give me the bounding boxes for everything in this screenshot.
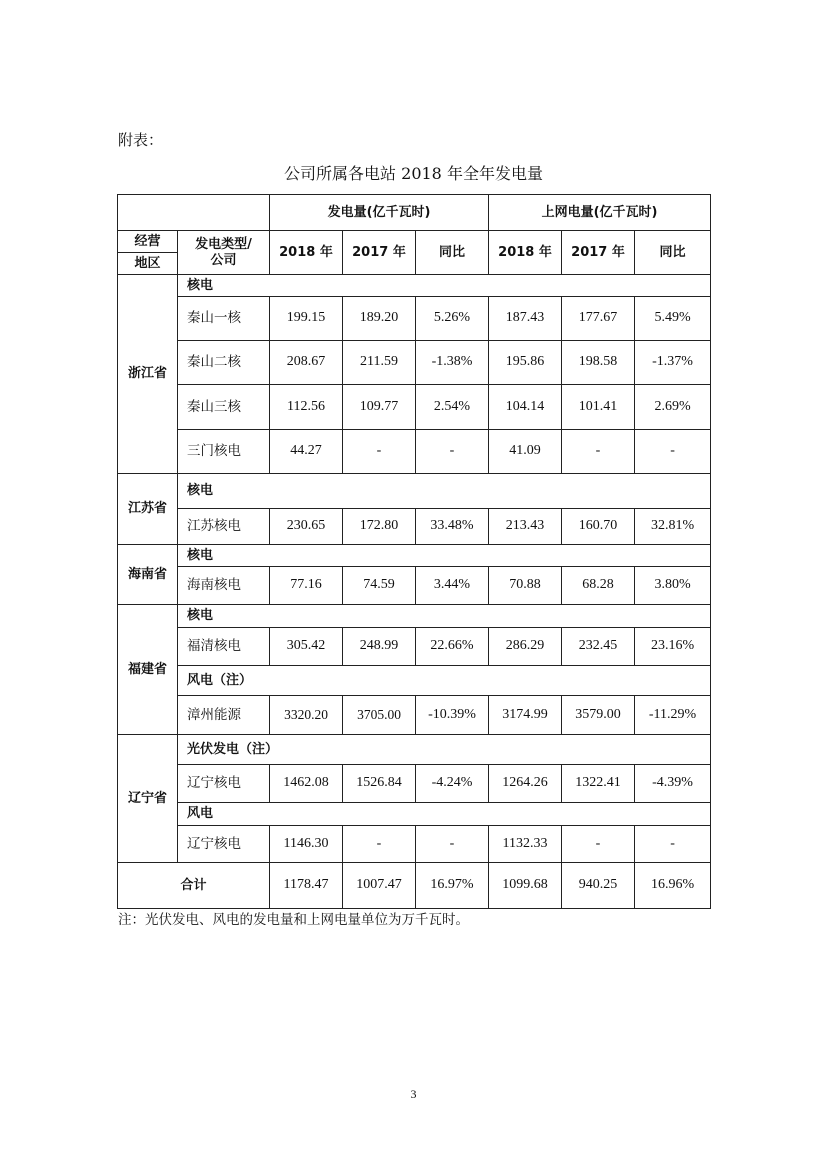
table-row	[118, 696, 711, 735]
gen-yoy: 2.54%	[416, 385, 489, 430]
gen-2017: 109.77	[343, 385, 416, 430]
station-name: 福清核电	[178, 628, 270, 666]
gen-2017: -	[343, 826, 416, 863]
header-region-bottom: 地区	[118, 252, 177, 274]
station-name: 辽宁核电	[178, 826, 270, 863]
header-row-columns	[118, 231, 711, 275]
header-grid-2017: 2017 年	[562, 231, 635, 275]
table-row	[118, 385, 711, 430]
grid-2017: 198.58	[562, 341, 635, 385]
gen-yoy: -	[416, 826, 489, 863]
gen-yoy: 16.97%	[416, 863, 489, 909]
header-generation: 发电量(亿千瓦时)	[270, 195, 489, 231]
category-label: 核电	[178, 545, 711, 567]
category-label: 核电	[178, 474, 711, 509]
gen-yoy: 33.48%	[416, 509, 489, 545]
header-grid-yoy: 同比	[635, 231, 711, 275]
gen-2018: 1462.08	[270, 765, 343, 803]
header-type-top: 发电类型/	[195, 236, 252, 252]
header-gen-2018: 2018 年	[270, 231, 343, 275]
grid-2018: 1099.68	[489, 863, 562, 909]
grid-yoy: 32.81%	[635, 509, 711, 545]
gen-2017: 74.59	[343, 567, 416, 605]
header-type-bottom: 公司	[210, 252, 237, 268]
gen-2018: 44.27	[270, 430, 343, 474]
grid-2017: 101.41	[562, 385, 635, 430]
gen-2018: 3320.20	[270, 696, 343, 735]
gen-2017: 172.80	[343, 509, 416, 545]
grid-2017: 160.70	[562, 509, 635, 545]
category-row	[118, 666, 711, 696]
category-row	[118, 605, 711, 628]
appendix-label: 附表：	[118, 131, 164, 149]
category-row	[118, 545, 711, 567]
grid-2017: 940.25	[562, 863, 635, 909]
gen-2017: 1007.47	[343, 863, 416, 909]
category-row	[118, 275, 711, 297]
grid-yoy: -1.37%	[635, 341, 711, 385]
table-title: 公司所属各电站 2018 年全年发电量	[284, 164, 543, 183]
gen-yoy: 5.26%	[416, 297, 489, 341]
region-zhejiang: 浙江省	[118, 275, 178, 474]
gen-2017: 211.59	[343, 341, 416, 385]
gen-2018: 1146.30	[270, 826, 343, 863]
header-grid: 上网电量(亿千瓦时)	[489, 195, 711, 231]
grid-yoy: 2.69%	[635, 385, 711, 430]
station-name: 辽宁核电	[178, 765, 270, 803]
gen-2018: 305.42	[270, 628, 343, 666]
grid-2017: 177.67	[562, 297, 635, 341]
grid-yoy: 5.49%	[635, 297, 711, 341]
table-row	[118, 826, 711, 863]
station-name: 三门核电	[178, 430, 270, 474]
header-type	[178, 231, 270, 275]
gen-2018: 199.15	[270, 297, 343, 341]
grid-2017: -	[562, 826, 635, 863]
gen-2017: 189.20	[343, 297, 416, 341]
station-name: 秦山二核	[178, 341, 270, 385]
grid-2018: 70.88	[489, 567, 562, 605]
gen-2018: 1178.47	[270, 863, 343, 909]
header-row-groups	[118, 195, 711, 231]
header-gen-yoy: 同比	[416, 231, 489, 275]
gen-2017: -	[343, 430, 416, 474]
category-label: 核电	[178, 275, 711, 297]
region-jiangsu: 江苏省	[118, 474, 178, 545]
category-row	[118, 735, 711, 765]
grid-2017: -	[562, 430, 635, 474]
page-number: 3	[410, 1087, 417, 1101]
grid-2018: 1264.26	[489, 765, 562, 803]
station-name: 秦山一核	[178, 297, 270, 341]
total-row	[118, 863, 711, 909]
gen-2017: 1526.84	[343, 765, 416, 803]
station-name: 海南核电	[178, 567, 270, 605]
category-label: 风电	[178, 803, 711, 826]
grid-2018: 187.43	[489, 297, 562, 341]
footnote: 注：光伏发电、风电的发电量和上网电量单位为万千瓦时。	[118, 912, 469, 928]
total-label: 合计	[118, 863, 270, 909]
grid-2017: 232.45	[562, 628, 635, 666]
grid-2018: 104.14	[489, 385, 562, 430]
gen-yoy: -	[416, 430, 489, 474]
region-liaoning: 辽宁省	[118, 735, 178, 863]
grid-yoy: -	[635, 826, 711, 863]
category-label: 核电	[178, 605, 711, 628]
grid-2018: 3174.99	[489, 696, 562, 735]
grid-2018: 286.29	[489, 628, 562, 666]
gen-yoy: 22.66%	[416, 628, 489, 666]
gen-2018: 208.67	[270, 341, 343, 385]
grid-yoy: -11.29%	[635, 696, 711, 735]
region-hainan: 海南省	[118, 545, 178, 605]
table-row	[118, 297, 711, 341]
category-label: 光伏发电（注）	[178, 735, 711, 765]
table-row	[118, 765, 711, 803]
grid-2017: 1322.41	[562, 765, 635, 803]
gen-2018: 77.16	[270, 567, 343, 605]
table-row	[118, 628, 711, 666]
category-row	[118, 474, 711, 509]
header-gen-2017: 2017 年	[343, 231, 416, 275]
table-row	[118, 430, 711, 474]
header-region-top: 经营	[134, 234, 161, 249]
table-row	[118, 567, 711, 605]
grid-yoy: 23.16%	[635, 628, 711, 666]
generation-table	[117, 194, 711, 909]
category-row	[118, 803, 711, 826]
header-grid-2018: 2018 年	[489, 231, 562, 275]
station-name: 漳州能源	[178, 696, 270, 735]
table-row	[118, 509, 711, 545]
gen-yoy: -1.38%	[416, 341, 489, 385]
header-region	[118, 231, 178, 275]
grid-yoy: -4.39%	[635, 765, 711, 803]
grid-yoy: 3.80%	[635, 567, 711, 605]
grid-yoy: -	[635, 430, 711, 474]
region-fujian: 福建省	[118, 605, 178, 735]
gen-yoy: -4.24%	[416, 765, 489, 803]
gen-yoy: 3.44%	[416, 567, 489, 605]
station-name: 江苏核电	[178, 509, 270, 545]
grid-2018: 41.09	[489, 430, 562, 474]
table-row	[118, 341, 711, 385]
header-blank	[118, 195, 270, 231]
gen-2017: 3705.00	[343, 696, 416, 735]
grid-2017: 3579.00	[562, 696, 635, 735]
grid-yoy: 16.96%	[635, 863, 711, 909]
grid-2017: 68.28	[562, 567, 635, 605]
station-name: 秦山三核	[178, 385, 270, 430]
gen-yoy: -10.39%	[416, 696, 489, 735]
category-label: 风电（注）	[178, 666, 711, 696]
grid-2018: 195.86	[489, 341, 562, 385]
grid-2018: 1132.33	[489, 826, 562, 863]
grid-2018: 213.43	[489, 509, 562, 545]
gen-2017: 248.99	[343, 628, 416, 666]
gen-2018: 112.56	[270, 385, 343, 430]
gen-2018: 230.65	[270, 509, 343, 545]
